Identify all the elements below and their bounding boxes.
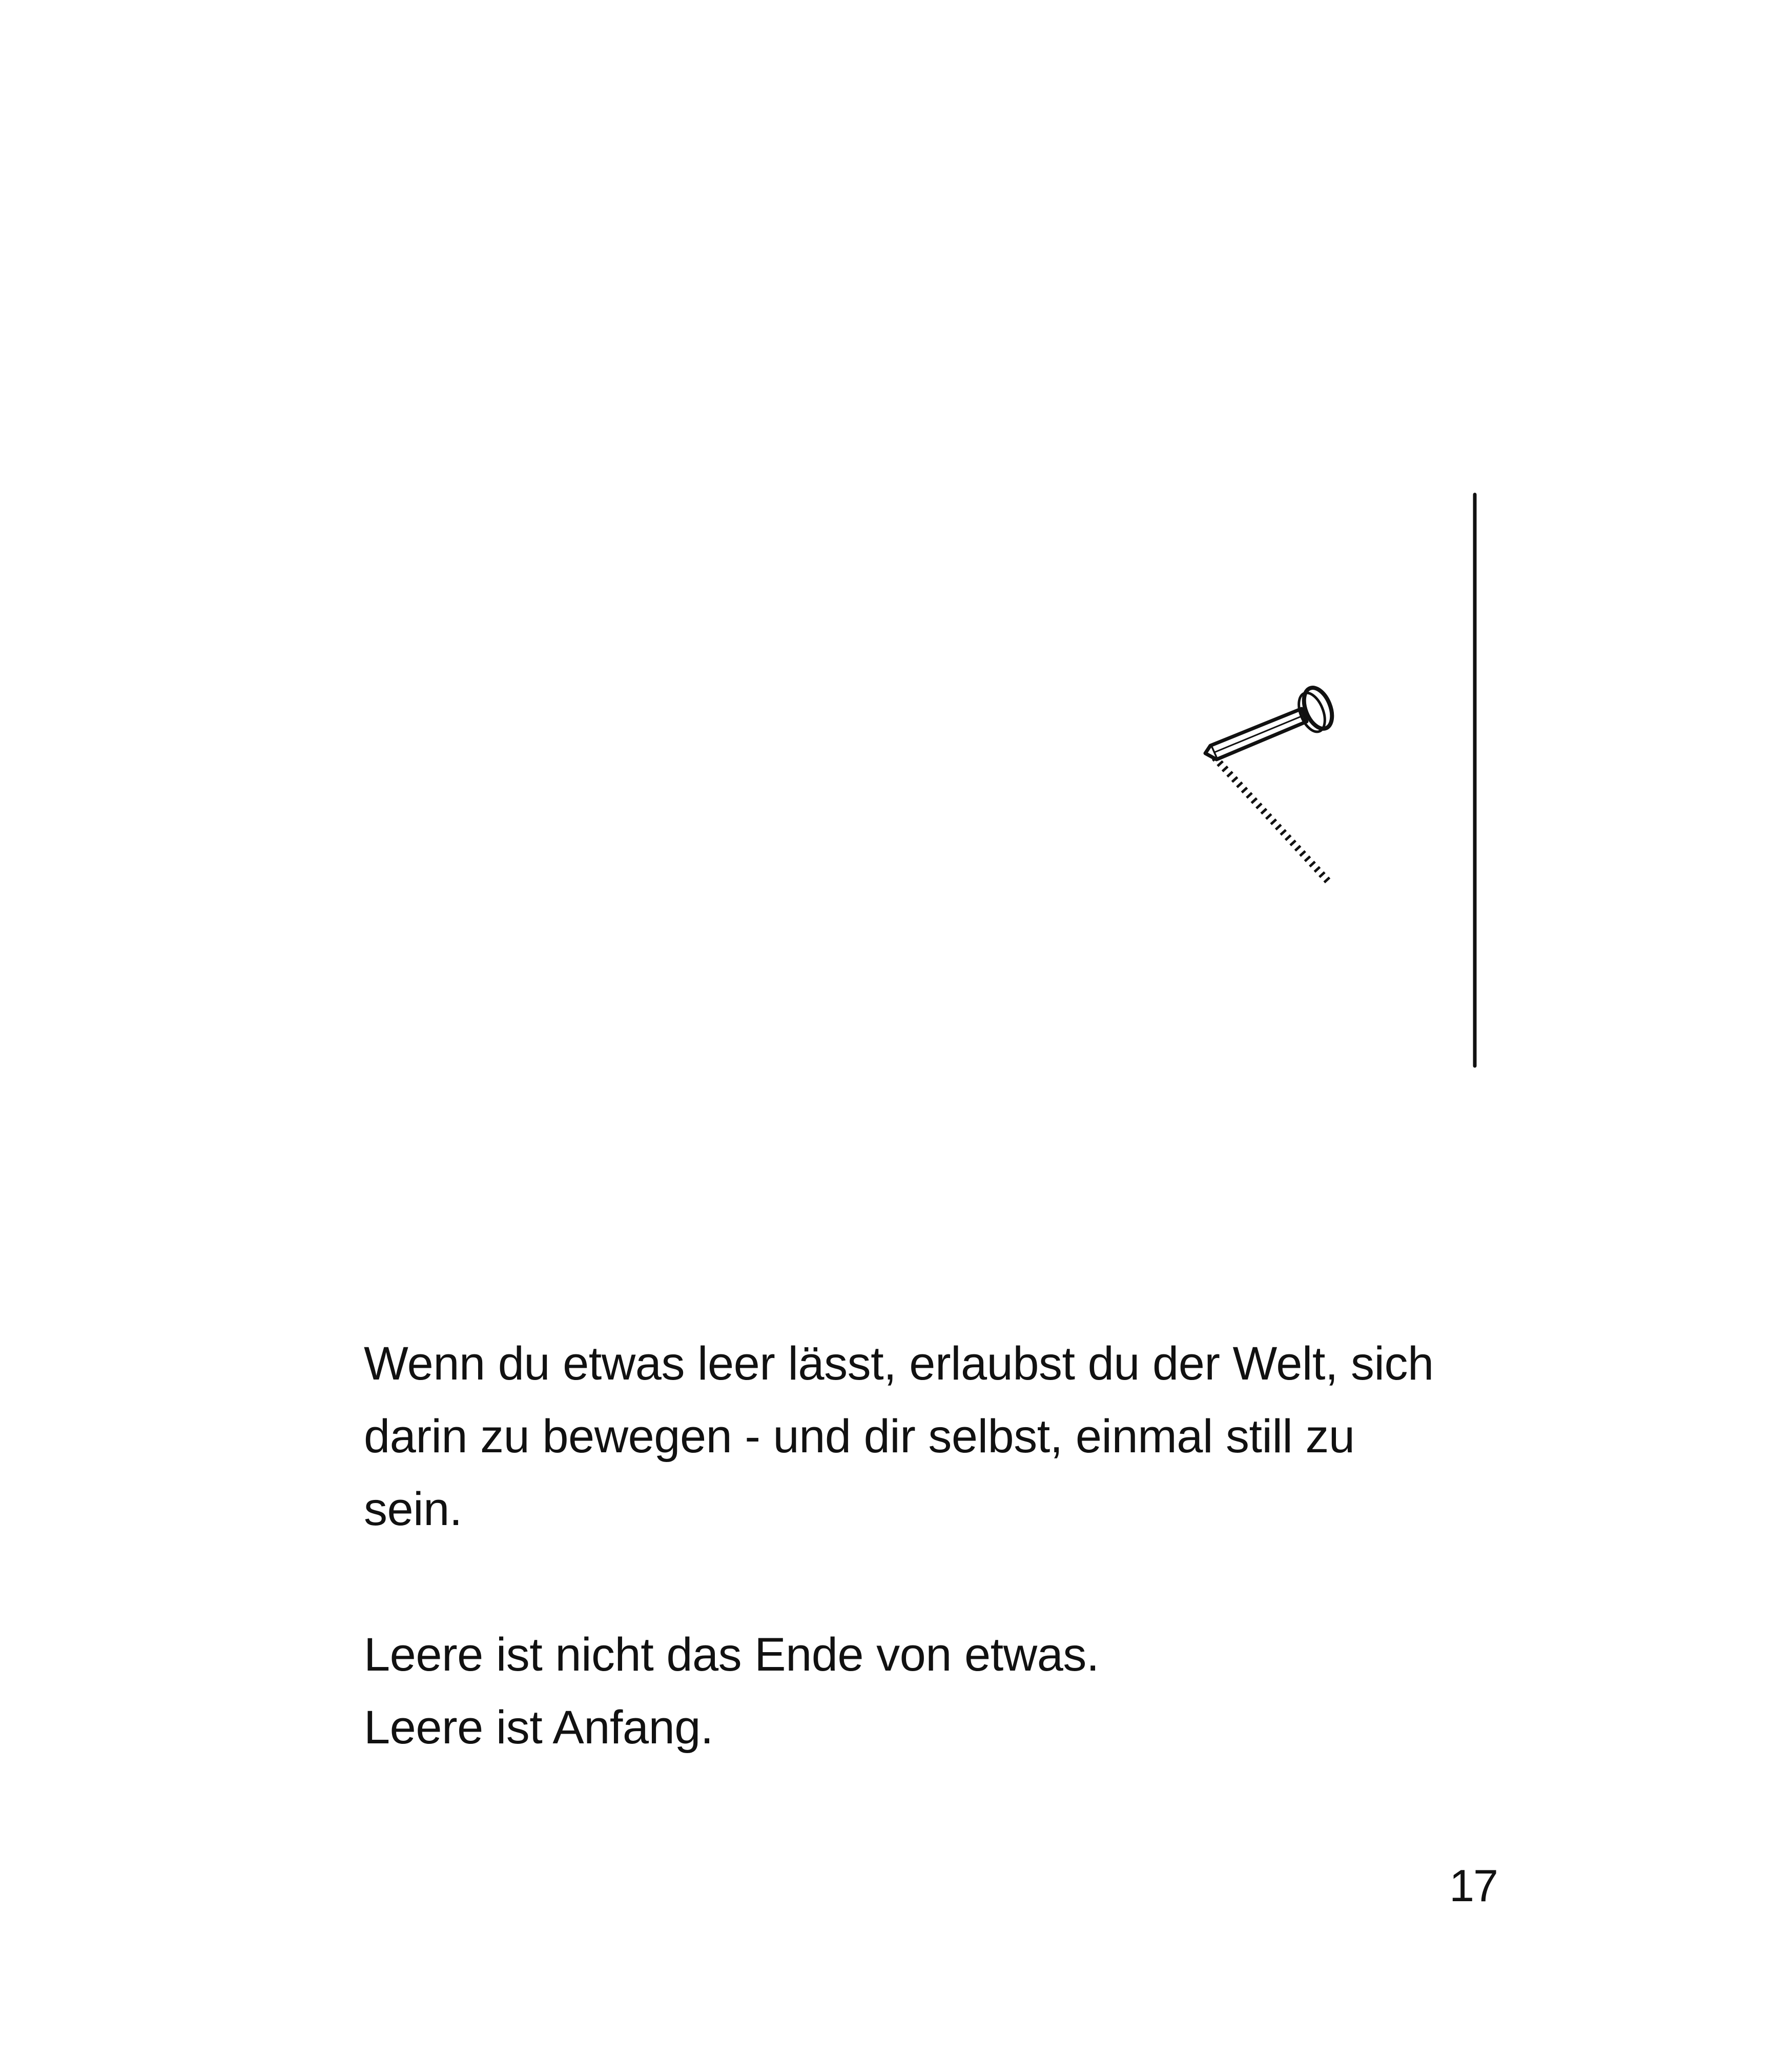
nail-icon (1205, 684, 1337, 759)
text-line: sein. (364, 1483, 462, 1535)
page-number: 17 (1449, 1860, 1497, 1911)
nail-shadow (1214, 757, 1328, 881)
paragraph-2 (364, 1618, 1522, 1764)
nail-illustration (1179, 477, 1537, 1081)
paragraph-1 (364, 1327, 1522, 1546)
text-line: Leere ist nicht das Ende von etwas. (364, 1629, 1099, 1681)
text-line: Wenn du etwas leer lässt, erlaubst du der Welt, sich (364, 1337, 1434, 1390)
text-line: darin zu bewegen - und dir selbst, einmal still zu (364, 1410, 1355, 1463)
body-text (364, 1327, 1522, 1764)
text-line: Leere ist Anfang. (364, 1701, 713, 1754)
